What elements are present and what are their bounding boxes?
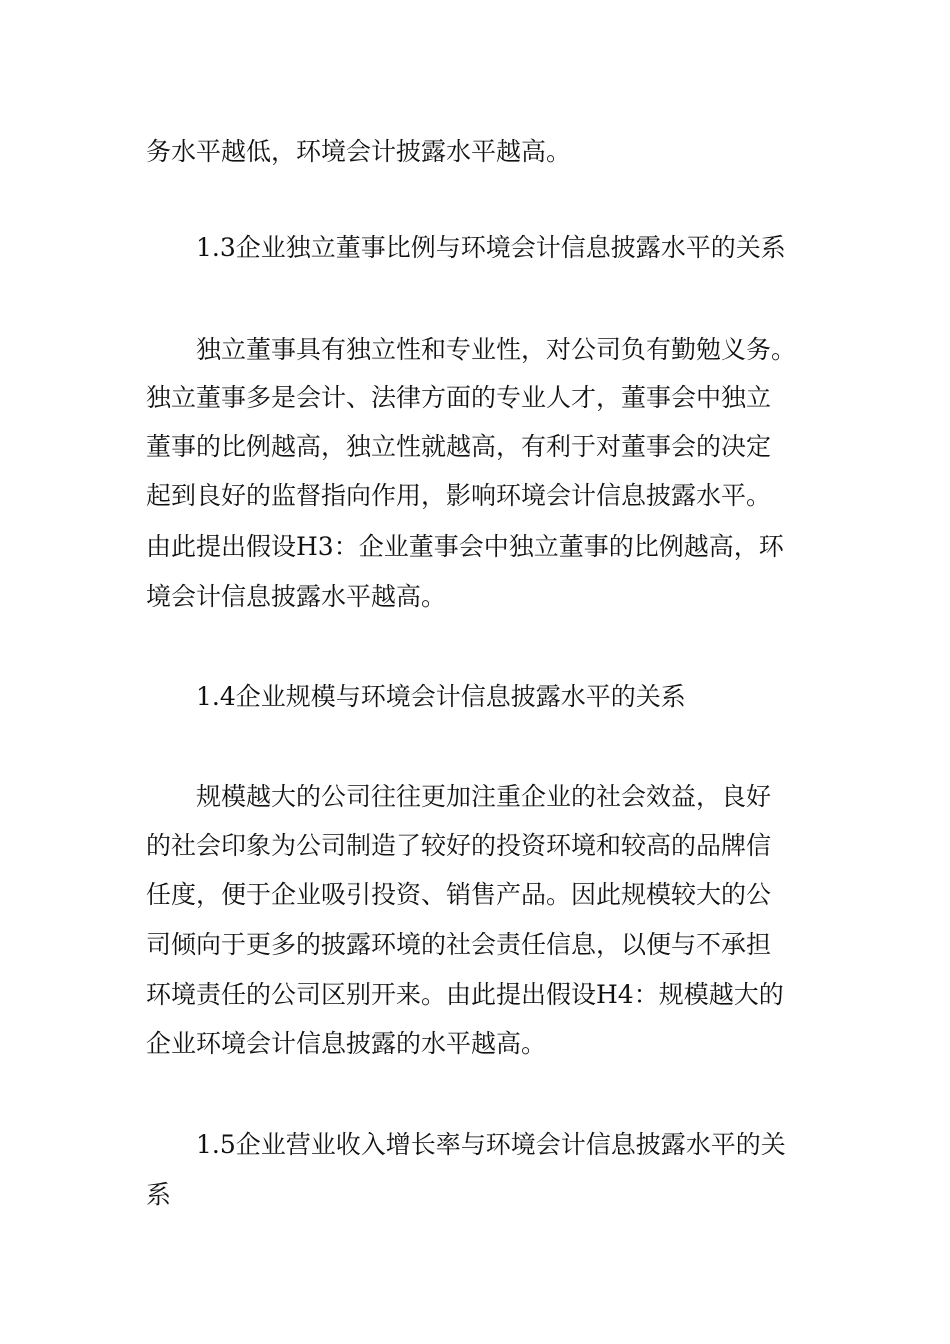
paragraph-line: 务水平越低，环境会计披露水平越高。 [146, 137, 572, 166]
section-heading-1-5-continued: 系 [146, 1180, 172, 1209]
paragraph-line: 司倾向于更多的披露环境的社会责任信息，以便与不承担 [146, 930, 772, 959]
section-heading-1-3: 1.3企业独立董事比例与环境会计信息披露水平的关系 [196, 233, 786, 262]
section-heading-1-4: 1.4企业规模与环境会计信息披露水平的关系 [196, 682, 686, 711]
paragraph-line: 境会计信息披露水平越高。 [146, 582, 447, 611]
section-heading-1-5: 1.5企业营业收入增长率与环境会计信息披露水平的关 [196, 1130, 786, 1159]
paragraph-line: 的社会印象为公司制造了较好的投资环境和较高的品牌信 [146, 831, 772, 860]
paragraph-line: 起到良好的监督指向作用，影响环境会计信息披露水平。 [146, 481, 772, 510]
paragraph-line: 任度，便于企业吸引投资、销售产品。因此规模较大的公 [146, 880, 772, 909]
paragraph-line: 由此提出假设H3：企业董事会中独立董事的比例越高，环 [146, 532, 784, 561]
paragraph-line: 独立董事多是会计、法律方面的专业人才，董事会中独立 [146, 383, 772, 412]
paragraph-line: 环境责任的公司区别开来。由此提出假设H4：规模越大的 [146, 980, 784, 1009]
paragraph-line: 董事的比例越高，独立性就越高，有利于对董事会的决定 [146, 432, 772, 461]
paragraph-line: 企业环境会计信息披露的水平越高。 [146, 1029, 547, 1058]
paragraph-line: 独立董事具有独立性和专业性，对公司负有勤勉义务。 [196, 335, 797, 364]
paragraph-line: 规模越大的公司往往更加注重企业的社会效益，良好 [196, 782, 772, 811]
